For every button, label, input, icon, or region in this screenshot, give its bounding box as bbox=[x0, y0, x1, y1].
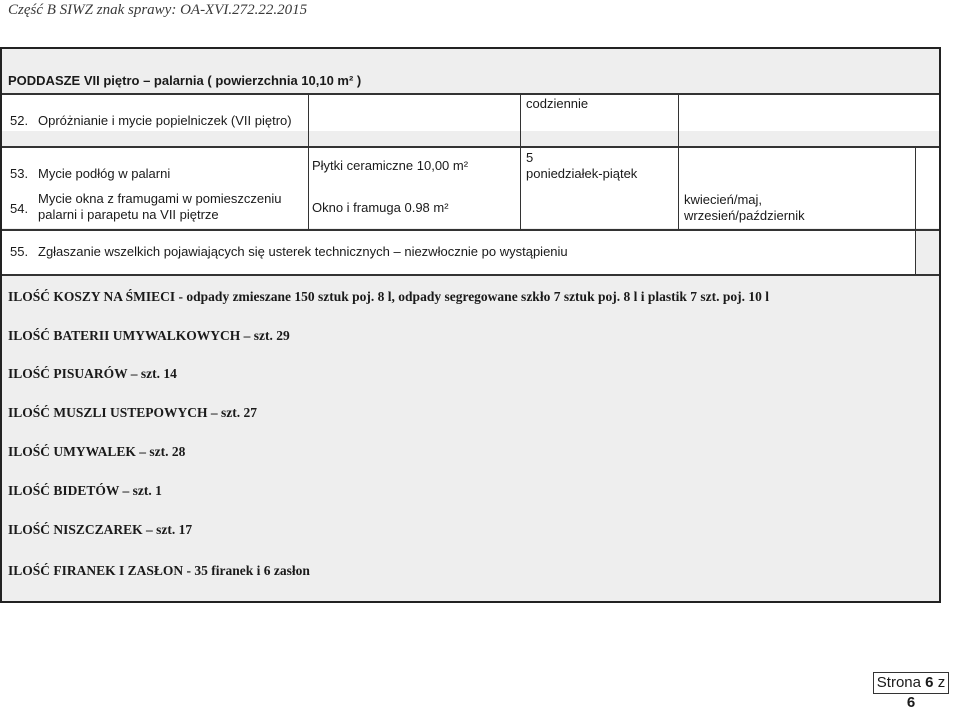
row-divider bbox=[2, 93, 939, 95]
row-52-frequency: codziennie bbox=[526, 96, 589, 111]
row-54-period-line2: wrzesień/październik bbox=[684, 208, 805, 223]
col-divider bbox=[520, 94, 521, 230]
row-divider bbox=[2, 229, 939, 231]
summary-curtains: ILOŚĆ FIRANEK I ZASŁON - 35 firanek i 6 zasłon bbox=[8, 563, 310, 578]
row-54-name-line1: Mycie okna z framugami w pomieszczeniu bbox=[38, 191, 282, 206]
row-54-name-line2: palarni i parapetu na VII piętrze bbox=[38, 207, 219, 222]
row-52-number: 52. bbox=[10, 113, 29, 128]
section-title: PODDASZE VII piętro – palarnia ( powierzchnia 10,10 m² ) bbox=[8, 73, 362, 88]
summary-shredders: ILOŚĆ NISZCZAREK – szt. 17 bbox=[8, 522, 193, 537]
row-53-frequency-days: poniedziałek-piątek bbox=[526, 166, 638, 181]
row-53-number: 53. bbox=[10, 166, 29, 181]
summary-urinals: ILOŚĆ PISUARÓW – szt. 14 bbox=[8, 366, 177, 381]
row-53-frequency-count: 5 bbox=[526, 150, 534, 165]
col-divider bbox=[915, 148, 916, 275]
row-55-name: Zgłaszanie wszelkich pojawiających się usterek technicznych – niezwłocznie po wystąpieniu bbox=[38, 244, 568, 259]
summary-washbasins: ILOŚĆ UMYWALEK – szt. 28 bbox=[8, 444, 186, 459]
row-53-name: Mycie podłóg w palarni bbox=[38, 166, 171, 181]
page-counter bbox=[873, 672, 949, 711]
row-52-name: Opróżnianie i mycie popielniczek (VII piętro) bbox=[38, 113, 292, 128]
page-separator: z bbox=[937, 674, 946, 691]
row-divider bbox=[2, 274, 939, 276]
row-54-number: 54. bbox=[10, 201, 29, 216]
summary-bidets: ILOŚĆ BIDETÓW – szt. 1 bbox=[8, 483, 162, 498]
row-54-surface: Okno i framuga 0.98 m² bbox=[312, 200, 449, 215]
col-divider bbox=[308, 94, 309, 230]
summary-bins: ILOŚĆ KOSZY NA ŚMIECI - odpady zmieszane 150 sztuk poj. 8 l, odpady segregowane szkło 7 sztuk poj. 8 l i plastik 7 szt. poj. 10 l bbox=[8, 289, 769, 304]
document-header: Część B SIWZ znak sprawy: OA-XVI.272.22.2015 bbox=[8, 2, 308, 18]
summary-faucets: ILOŚĆ BATERII UMYWALKOWYCH – szt. 29 bbox=[8, 328, 290, 343]
row-divider bbox=[2, 146, 939, 148]
row-53-surface: Płytki ceramiczne 10,00 m² bbox=[312, 158, 469, 173]
col-divider bbox=[678, 94, 679, 230]
page-current: 6 bbox=[925, 674, 934, 691]
row-54-period-line1: kwiecień/maj, bbox=[684, 192, 763, 207]
page-prefix: Strona bbox=[876, 674, 921, 691]
summary-toilets: ILOŚĆ MUSZLI USTEPOWYCH – szt. 27 bbox=[8, 405, 258, 420]
page-total: 6 bbox=[906, 694, 916, 711]
row-55-number: 55. bbox=[10, 244, 29, 259]
